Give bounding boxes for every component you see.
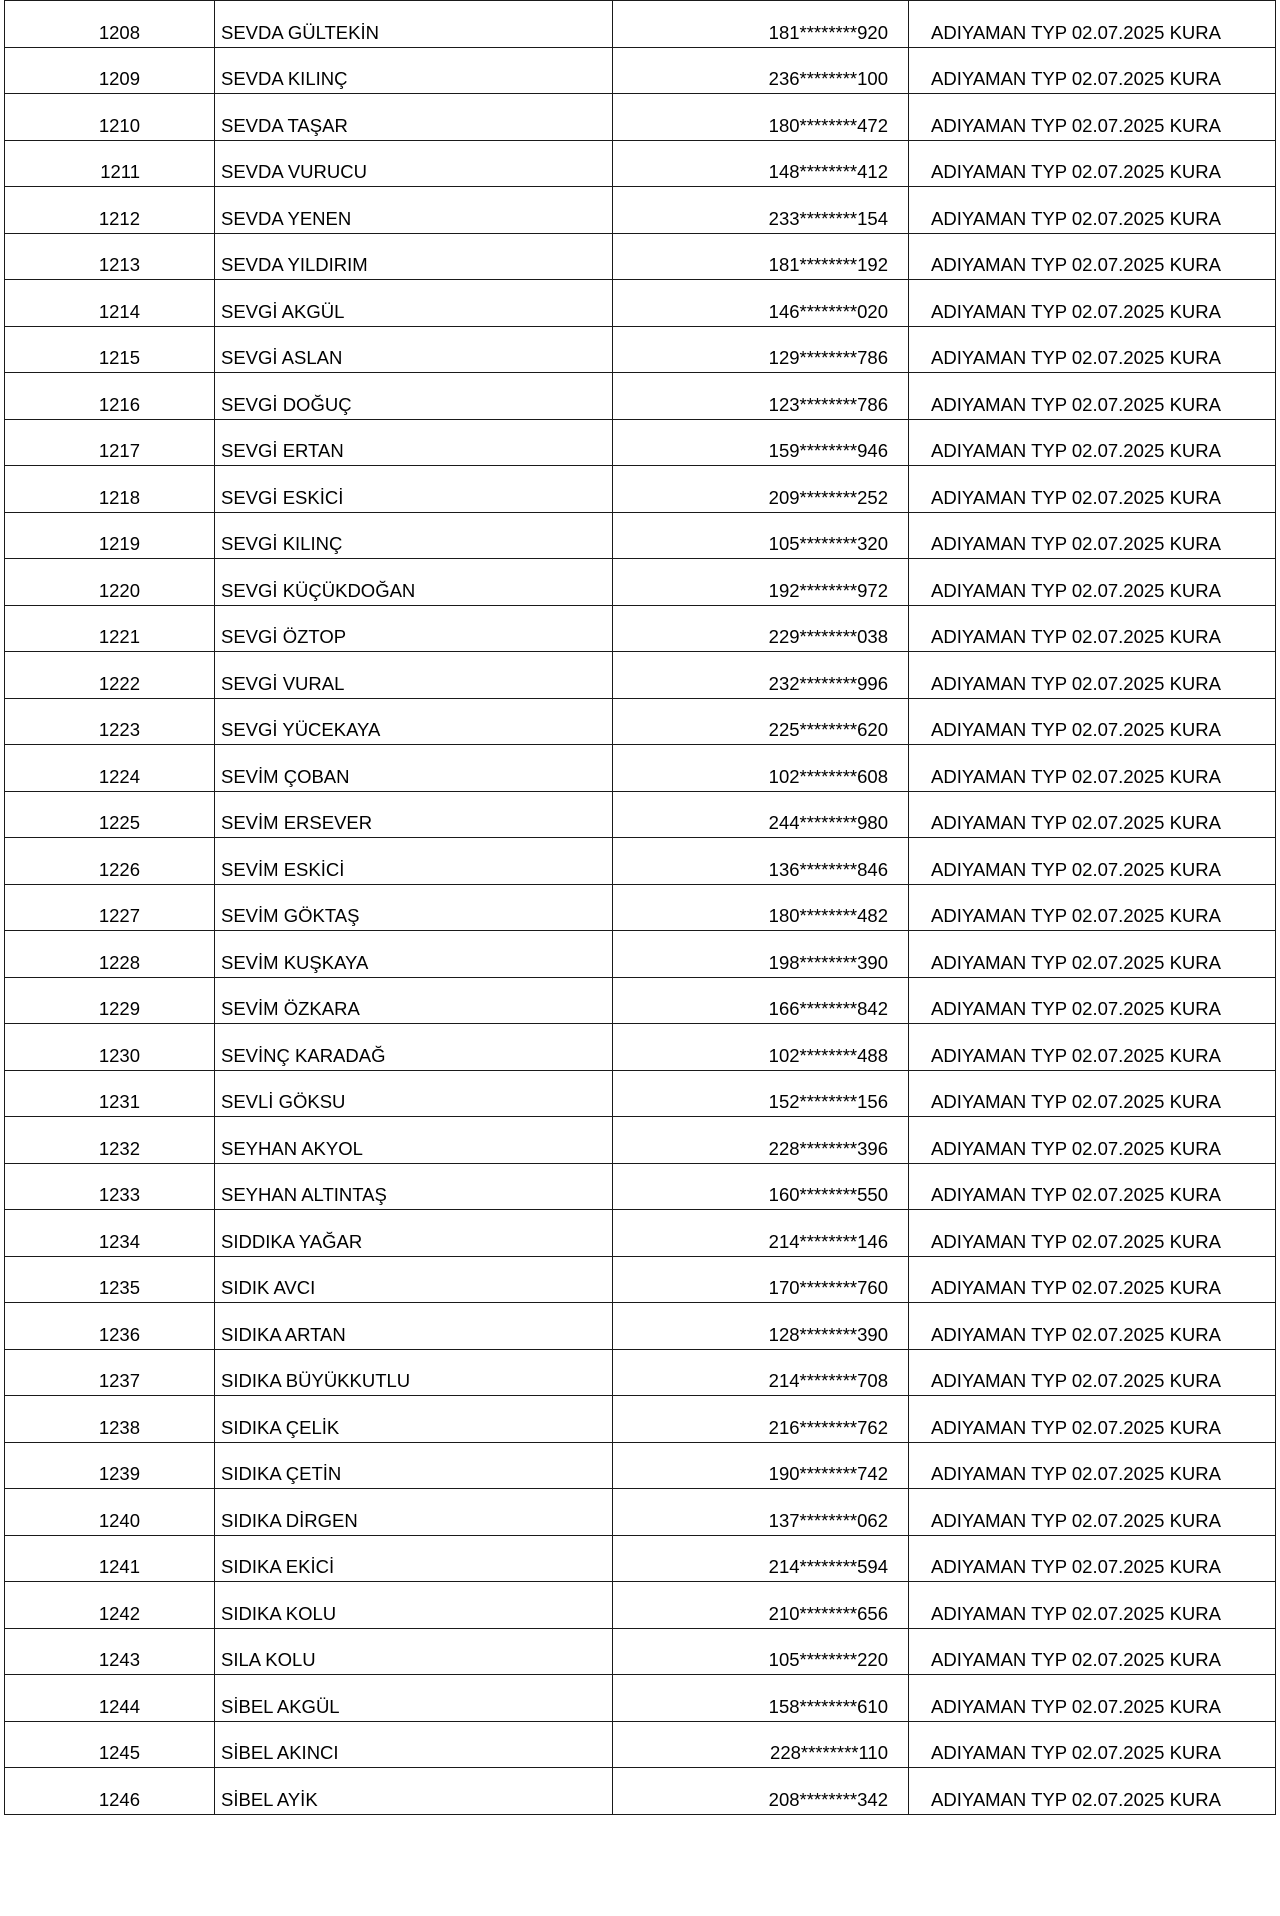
row-number: 1237 (5, 1349, 215, 1396)
person-name: SİBEL AKINCI (215, 1721, 613, 1768)
masked-id-number: 123********786 (613, 373, 909, 420)
masked-id-number: 192********972 (613, 559, 909, 606)
table-row (5, 1582, 1276, 1629)
row-number: 1221 (5, 605, 215, 652)
person-name: SEVGİ ÖZTOP (215, 605, 613, 652)
person-name: SEVGİ ESKİCİ (215, 466, 613, 513)
masked-id-number: 236********100 (613, 47, 909, 94)
masked-id-number: 228********110 (613, 1721, 909, 1768)
table-body (5, 1, 1276, 1815)
masked-id-number: 181********192 (613, 233, 909, 280)
masked-id-number: 229********038 (613, 605, 909, 652)
person-name: SIDIKA ARTAN (215, 1303, 613, 1350)
lottery-note: ADIYAMAN TYP 02.07.2025 KURA (909, 1024, 1276, 1071)
person-name: SEVDA YENEN (215, 187, 613, 234)
row-number: 1218 (5, 466, 215, 513)
lottery-note: ADIYAMAN TYP 02.07.2025 KURA (909, 326, 1276, 373)
table-row (5, 1675, 1276, 1722)
row-number: 1246 (5, 1768, 215, 1815)
masked-id-number: 210********656 (613, 1582, 909, 1629)
lottery-note: ADIYAMAN TYP 02.07.2025 KURA (909, 884, 1276, 931)
lottery-note: ADIYAMAN TYP 02.07.2025 KURA (909, 931, 1276, 978)
lottery-note: ADIYAMAN TYP 02.07.2025 KURA (909, 1489, 1276, 1536)
row-number: 1222 (5, 652, 215, 699)
row-number: 1242 (5, 1582, 215, 1629)
table-row (5, 931, 1276, 978)
table-row (5, 1210, 1276, 1257)
table-row (5, 1396, 1276, 1443)
person-name: SEVGİ DOĞUÇ (215, 373, 613, 420)
masked-id-number: 158********610 (613, 1675, 909, 1722)
row-number: 1224 (5, 745, 215, 792)
row-number: 1243 (5, 1628, 215, 1675)
lottery-note: ADIYAMAN TYP 02.07.2025 KURA (909, 745, 1276, 792)
row-number: 1230 (5, 1024, 215, 1071)
lottery-note: ADIYAMAN TYP 02.07.2025 KURA (909, 1163, 1276, 1210)
row-number: 1240 (5, 1489, 215, 1536)
person-name: SEVİM ÇOBAN (215, 745, 613, 792)
table-row (5, 419, 1276, 466)
person-name: SIDIKA KOLU (215, 1582, 613, 1629)
person-name: SEVGİ ERTAN (215, 419, 613, 466)
lottery-note: ADIYAMAN TYP 02.07.2025 KURA (909, 1675, 1276, 1722)
table-row (5, 791, 1276, 838)
table-row (5, 977, 1276, 1024)
person-name: SEVGİ KILINÇ (215, 512, 613, 559)
masked-id-number: 102********488 (613, 1024, 909, 1071)
lottery-note: ADIYAMAN TYP 02.07.2025 KURA (909, 1396, 1276, 1443)
row-number: 1214 (5, 280, 215, 327)
lottery-note: ADIYAMAN TYP 02.07.2025 KURA (909, 1070, 1276, 1117)
masked-id-number: 166********842 (613, 977, 909, 1024)
lottery-note: ADIYAMAN TYP 02.07.2025 KURA (909, 1349, 1276, 1396)
lottery-note: ADIYAMAN TYP 02.07.2025 KURA (909, 1582, 1276, 1629)
lottery-note: ADIYAMAN TYP 02.07.2025 KURA (909, 233, 1276, 280)
row-number: 1226 (5, 838, 215, 885)
person-name: SİBEL AYİK (215, 1768, 613, 1815)
person-name: SILA KOLU (215, 1628, 613, 1675)
table-row (5, 1070, 1276, 1117)
lottery-note: ADIYAMAN TYP 02.07.2025 KURA (909, 187, 1276, 234)
lottery-note: ADIYAMAN TYP 02.07.2025 KURA (909, 605, 1276, 652)
row-number: 1211 (5, 140, 215, 187)
lottery-note: ADIYAMAN TYP 02.07.2025 KURA (909, 140, 1276, 187)
table-row (5, 1024, 1276, 1071)
table-row (5, 1489, 1276, 1536)
table-row (5, 187, 1276, 234)
table-row (5, 233, 1276, 280)
masked-id-number: 152********156 (613, 1070, 909, 1117)
lottery-note: ADIYAMAN TYP 02.07.2025 KURA (909, 419, 1276, 466)
person-name: SEVİM ERSEVER (215, 791, 613, 838)
masked-id-number: 105********220 (613, 1628, 909, 1675)
table-row (5, 326, 1276, 373)
masked-id-number: 228********396 (613, 1117, 909, 1164)
person-name: SEVDA YILDIRIM (215, 233, 613, 280)
masked-id-number: 233********154 (613, 187, 909, 234)
lottery-note: ADIYAMAN TYP 02.07.2025 KURA (909, 1628, 1276, 1675)
row-number: 1213 (5, 233, 215, 280)
table-row (5, 1349, 1276, 1396)
person-name: SEYHAN AKYOL (215, 1117, 613, 1164)
masked-id-number: 190********742 (613, 1442, 909, 1489)
table-row (5, 884, 1276, 931)
lottery-note: ADIYAMAN TYP 02.07.2025 KURA (909, 1256, 1276, 1303)
person-name: SEYHAN ALTINTAŞ (215, 1163, 613, 1210)
person-name: SEVGİ KÜÇÜKDOĞAN (215, 559, 613, 606)
masked-id-number: 159********946 (613, 419, 909, 466)
row-number: 1217 (5, 419, 215, 466)
table-row (5, 838, 1276, 885)
row-number: 1241 (5, 1535, 215, 1582)
row-number: 1219 (5, 512, 215, 559)
table-row (5, 1768, 1276, 1815)
lottery-note: ADIYAMAN TYP 02.07.2025 KURA (909, 1442, 1276, 1489)
table-row (5, 280, 1276, 327)
lottery-note: ADIYAMAN TYP 02.07.2025 KURA (909, 512, 1276, 559)
row-number: 1220 (5, 559, 215, 606)
masked-id-number: 209********252 (613, 466, 909, 513)
person-name: SIDIKA EKİCİ (215, 1535, 613, 1582)
lottery-note: ADIYAMAN TYP 02.07.2025 KURA (909, 977, 1276, 1024)
masked-id-number: 105********320 (613, 512, 909, 559)
table-row (5, 698, 1276, 745)
person-name: SIDDIKA YAĞAR (215, 1210, 613, 1257)
lottery-note: ADIYAMAN TYP 02.07.2025 KURA (909, 1, 1276, 48)
table-row (5, 1721, 1276, 1768)
person-name: SEVDA VURUCU (215, 140, 613, 187)
table-row (5, 1117, 1276, 1164)
masked-id-number: 129********786 (613, 326, 909, 373)
row-number: 1216 (5, 373, 215, 420)
lottery-note: ADIYAMAN TYP 02.07.2025 KURA (909, 47, 1276, 94)
lottery-note: ADIYAMAN TYP 02.07.2025 KURA (909, 1117, 1276, 1164)
masked-id-number: 216********762 (613, 1396, 909, 1443)
row-number: 1215 (5, 326, 215, 373)
masked-id-number: 232********996 (613, 652, 909, 699)
lottery-list-table (4, 0, 1276, 1815)
table-row (5, 512, 1276, 559)
table-row (5, 605, 1276, 652)
row-number: 1208 (5, 1, 215, 48)
lottery-note: ADIYAMAN TYP 02.07.2025 KURA (909, 559, 1276, 606)
person-name: SIDIKA BÜYÜKKUTLU (215, 1349, 613, 1396)
lottery-note: ADIYAMAN TYP 02.07.2025 KURA (909, 838, 1276, 885)
table-row (5, 1, 1276, 48)
row-number: 1225 (5, 791, 215, 838)
row-number: 1239 (5, 1442, 215, 1489)
person-name: SEVGİ AKGÜL (215, 280, 613, 327)
person-name: SEVGİ VURAL (215, 652, 613, 699)
person-name: SIDIKA DİRGEN (215, 1489, 613, 1536)
masked-id-number: 214********146 (613, 1210, 909, 1257)
table-row (5, 1303, 1276, 1350)
row-number: 1229 (5, 977, 215, 1024)
person-name: SEVİM KUŞKAYA (215, 931, 613, 978)
person-name: SIDIKA ÇELİK (215, 1396, 613, 1443)
row-number: 1245 (5, 1721, 215, 1768)
row-number: 1235 (5, 1256, 215, 1303)
row-number: 1231 (5, 1070, 215, 1117)
lottery-note: ADIYAMAN TYP 02.07.2025 KURA (909, 698, 1276, 745)
table-row (5, 1535, 1276, 1582)
table-row (5, 94, 1276, 141)
person-name: SEVGİ ASLAN (215, 326, 613, 373)
row-number: 1232 (5, 1117, 215, 1164)
person-name: SEVDA GÜLTEKİN (215, 1, 613, 48)
table-row (5, 1163, 1276, 1210)
person-name: SIDIKA ÇETİN (215, 1442, 613, 1489)
table-row (5, 1256, 1276, 1303)
row-number: 1233 (5, 1163, 215, 1210)
row-number: 1212 (5, 187, 215, 234)
masked-id-number: 208********342 (613, 1768, 909, 1815)
row-number: 1210 (5, 94, 215, 141)
masked-id-number: 148********412 (613, 140, 909, 187)
masked-id-number: 225********620 (613, 698, 909, 745)
masked-id-number: 244********980 (613, 791, 909, 838)
table-row (5, 466, 1276, 513)
lottery-note: ADIYAMAN TYP 02.07.2025 KURA (909, 791, 1276, 838)
lottery-note: ADIYAMAN TYP 02.07.2025 KURA (909, 1768, 1276, 1815)
masked-id-number: 181********920 (613, 1, 909, 48)
lottery-note: ADIYAMAN TYP 02.07.2025 KURA (909, 1535, 1276, 1582)
masked-id-number: 214********708 (613, 1349, 909, 1396)
person-name: SIDIK AVCI (215, 1256, 613, 1303)
row-number: 1238 (5, 1396, 215, 1443)
table-row (5, 1628, 1276, 1675)
lottery-note: ADIYAMAN TYP 02.07.2025 KURA (909, 1303, 1276, 1350)
masked-id-number: 128********390 (613, 1303, 909, 1350)
table-row (5, 47, 1276, 94)
table-row (5, 745, 1276, 792)
person-name: SİBEL AKGÜL (215, 1675, 613, 1722)
row-number: 1236 (5, 1303, 215, 1350)
table-row (5, 652, 1276, 699)
lottery-note: ADIYAMAN TYP 02.07.2025 KURA (909, 1210, 1276, 1257)
masked-id-number: 198********390 (613, 931, 909, 978)
person-name: SEVİNÇ KARADAĞ (215, 1024, 613, 1071)
table-row (5, 1442, 1276, 1489)
masked-id-number: 180********482 (613, 884, 909, 931)
row-number: 1227 (5, 884, 215, 931)
masked-id-number: 214********594 (613, 1535, 909, 1582)
masked-id-number: 146********020 (613, 280, 909, 327)
row-number: 1228 (5, 931, 215, 978)
row-number: 1244 (5, 1675, 215, 1722)
person-name: SEVİM GÖKTAŞ (215, 884, 613, 931)
lottery-note: ADIYAMAN TYP 02.07.2025 KURA (909, 1721, 1276, 1768)
table-row (5, 373, 1276, 420)
masked-id-number: 136********846 (613, 838, 909, 885)
masked-id-number: 137********062 (613, 1489, 909, 1536)
masked-id-number: 102********608 (613, 745, 909, 792)
lottery-note: ADIYAMAN TYP 02.07.2025 KURA (909, 466, 1276, 513)
row-number: 1209 (5, 47, 215, 94)
lottery-note: ADIYAMAN TYP 02.07.2025 KURA (909, 280, 1276, 327)
lottery-note: ADIYAMAN TYP 02.07.2025 KURA (909, 94, 1276, 141)
masked-id-number: 180********472 (613, 94, 909, 141)
lottery-note: ADIYAMAN TYP 02.07.2025 KURA (909, 373, 1276, 420)
masked-id-number: 160********550 (613, 1163, 909, 1210)
row-number: 1234 (5, 1210, 215, 1257)
table-row (5, 140, 1276, 187)
person-name: SEVDA TAŞAR (215, 94, 613, 141)
lottery-note: ADIYAMAN TYP 02.07.2025 KURA (909, 652, 1276, 699)
row-number: 1223 (5, 698, 215, 745)
table-row (5, 559, 1276, 606)
person-name: SEVGİ YÜCEKAYA (215, 698, 613, 745)
person-name: SEVDA KILINÇ (215, 47, 613, 94)
person-name: SEVİM ESKİCİ (215, 838, 613, 885)
masked-id-number: 170********760 (613, 1256, 909, 1303)
person-name: SEVİM ÖZKARA (215, 977, 613, 1024)
person-name: SEVLİ GÖKSU (215, 1070, 613, 1117)
